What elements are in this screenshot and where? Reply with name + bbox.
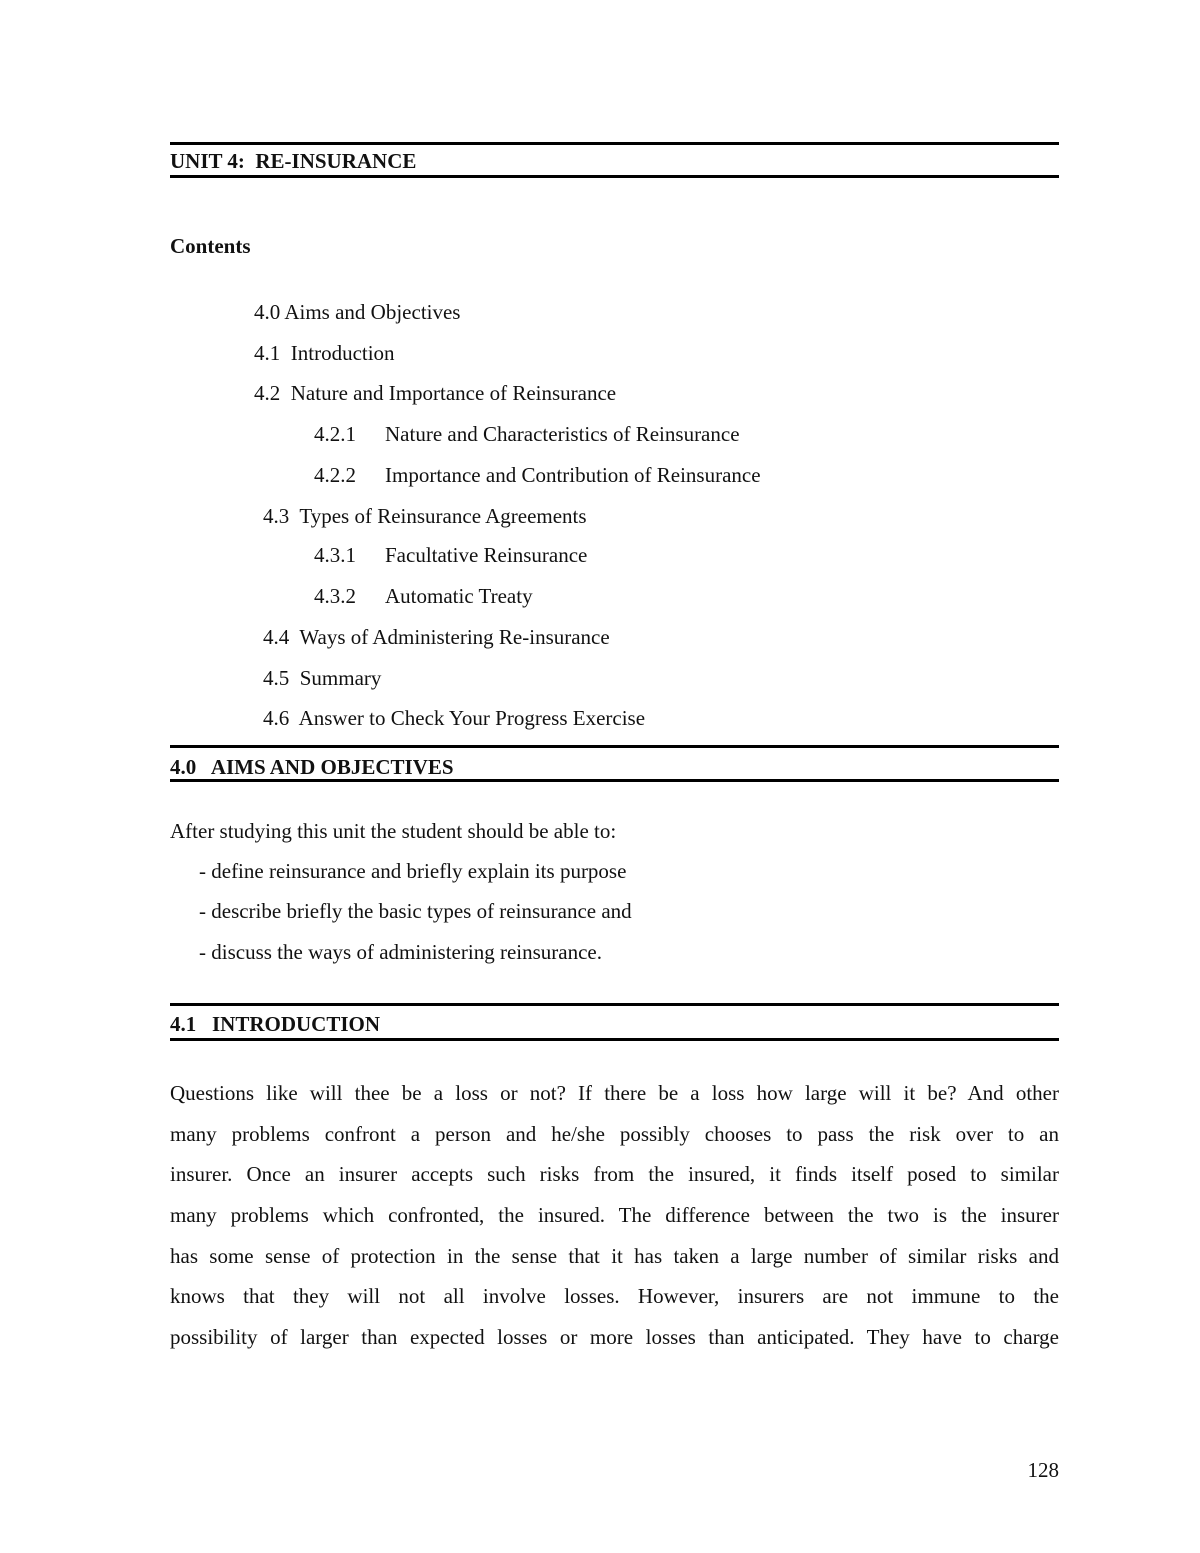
- paragraph-line: insurer. Once an insurer accepts such risks from the insured, it finds itself posed to similar: [170, 1162, 1059, 1187]
- objective-item: - discuss the ways of administering reinsurance.: [199, 940, 602, 964]
- top-rule: [170, 142, 1059, 145]
- toc-text: Nature and Importance of Reinsurance: [290, 381, 617, 405]
- toc-text: Facultative Reinsurance: [385, 543, 588, 567]
- toc-text: Aims and Objectives: [284, 300, 461, 324]
- toc-text: Nature and Characteristics of Reinsurance: [385, 422, 740, 446]
- toc-text: Ways of Administering Re-insurance: [299, 625, 610, 649]
- toc-number: 4.3.2: [314, 584, 356, 608]
- toc-number: 4.2.2: [314, 463, 356, 487]
- paragraph-line: many problems confront a person and he/she possibly chooses to pass the risk over to an: [170, 1121, 1059, 1146]
- section-underline: [170, 1038, 1059, 1041]
- section-underline: [170, 779, 1059, 782]
- toc-number: 4.3.1: [314, 543, 356, 567]
- objective-item: - define reinsurance and briefly explain its purpose: [199, 859, 627, 883]
- toc-text: Introduction: [290, 341, 395, 365]
- aims-intro: After studying this unit the student should be able to:: [170, 819, 617, 843]
- introduction-paragraph: [170, 1073, 1059, 1358]
- objective-item: - describe briefly the basic types of reinsurance and: [199, 899, 632, 923]
- section-heading-introduction: 4.1 INTRODUCTION: [170, 1012, 381, 1036]
- toc-number: 4.2.1: [314, 422, 356, 446]
- page-number: 128: [1027, 1458, 1059, 1482]
- section-rule: [170, 1003, 1059, 1006]
- paragraph-line: Questions like will thee be a loss or not? If there be a loss how large will it be? And other: [170, 1081, 1059, 1105]
- paragraph-line: many problems which confronted, the insured. The difference between the two is the insurer: [170, 1203, 1059, 1228]
- toc-number: 4.0: [254, 300, 281, 324]
- paragraph-line: knows that they will not all involve losses. However, insurers are not immune to the: [170, 1284, 1059, 1309]
- toc-text: Automatic Treaty: [385, 584, 533, 608]
- contents-label: Contents: [170, 234, 251, 258]
- unit-heading-underline: [170, 175, 1059, 178]
- toc-text: Answer to Check Your Progress Exercise: [298, 706, 646, 730]
- toc-number: 4.1: [254, 341, 281, 365]
- toc-text: Summary: [299, 666, 382, 690]
- section-heading-aims: 4.0 AIMS AND OBJECTIVES: [170, 755, 454, 779]
- toc-number: 4.5: [263, 666, 290, 690]
- paragraph-line: possibility of larger than expected losses or more losses than anticipated. They have to charge: [170, 1325, 1059, 1350]
- toc-item: [242, 682, 645, 754]
- section-rule: [170, 745, 1059, 748]
- toc-number: 4.4: [263, 625, 290, 649]
- toc-number: 4.6: [263, 706, 290, 730]
- unit-heading: UNIT 4: RE-INSURANCE: [170, 149, 417, 173]
- toc-number: 4.3: [263, 504, 290, 528]
- paragraph-line: has some sense of protection in the sense that it has taken a large number of similar risks and: [170, 1243, 1059, 1268]
- toc-text: Importance and Contribution of Reinsurance: [385, 463, 761, 487]
- toc-number: 4.2: [254, 381, 281, 405]
- toc-text: Types of Reinsurance Agreements: [299, 504, 587, 528]
